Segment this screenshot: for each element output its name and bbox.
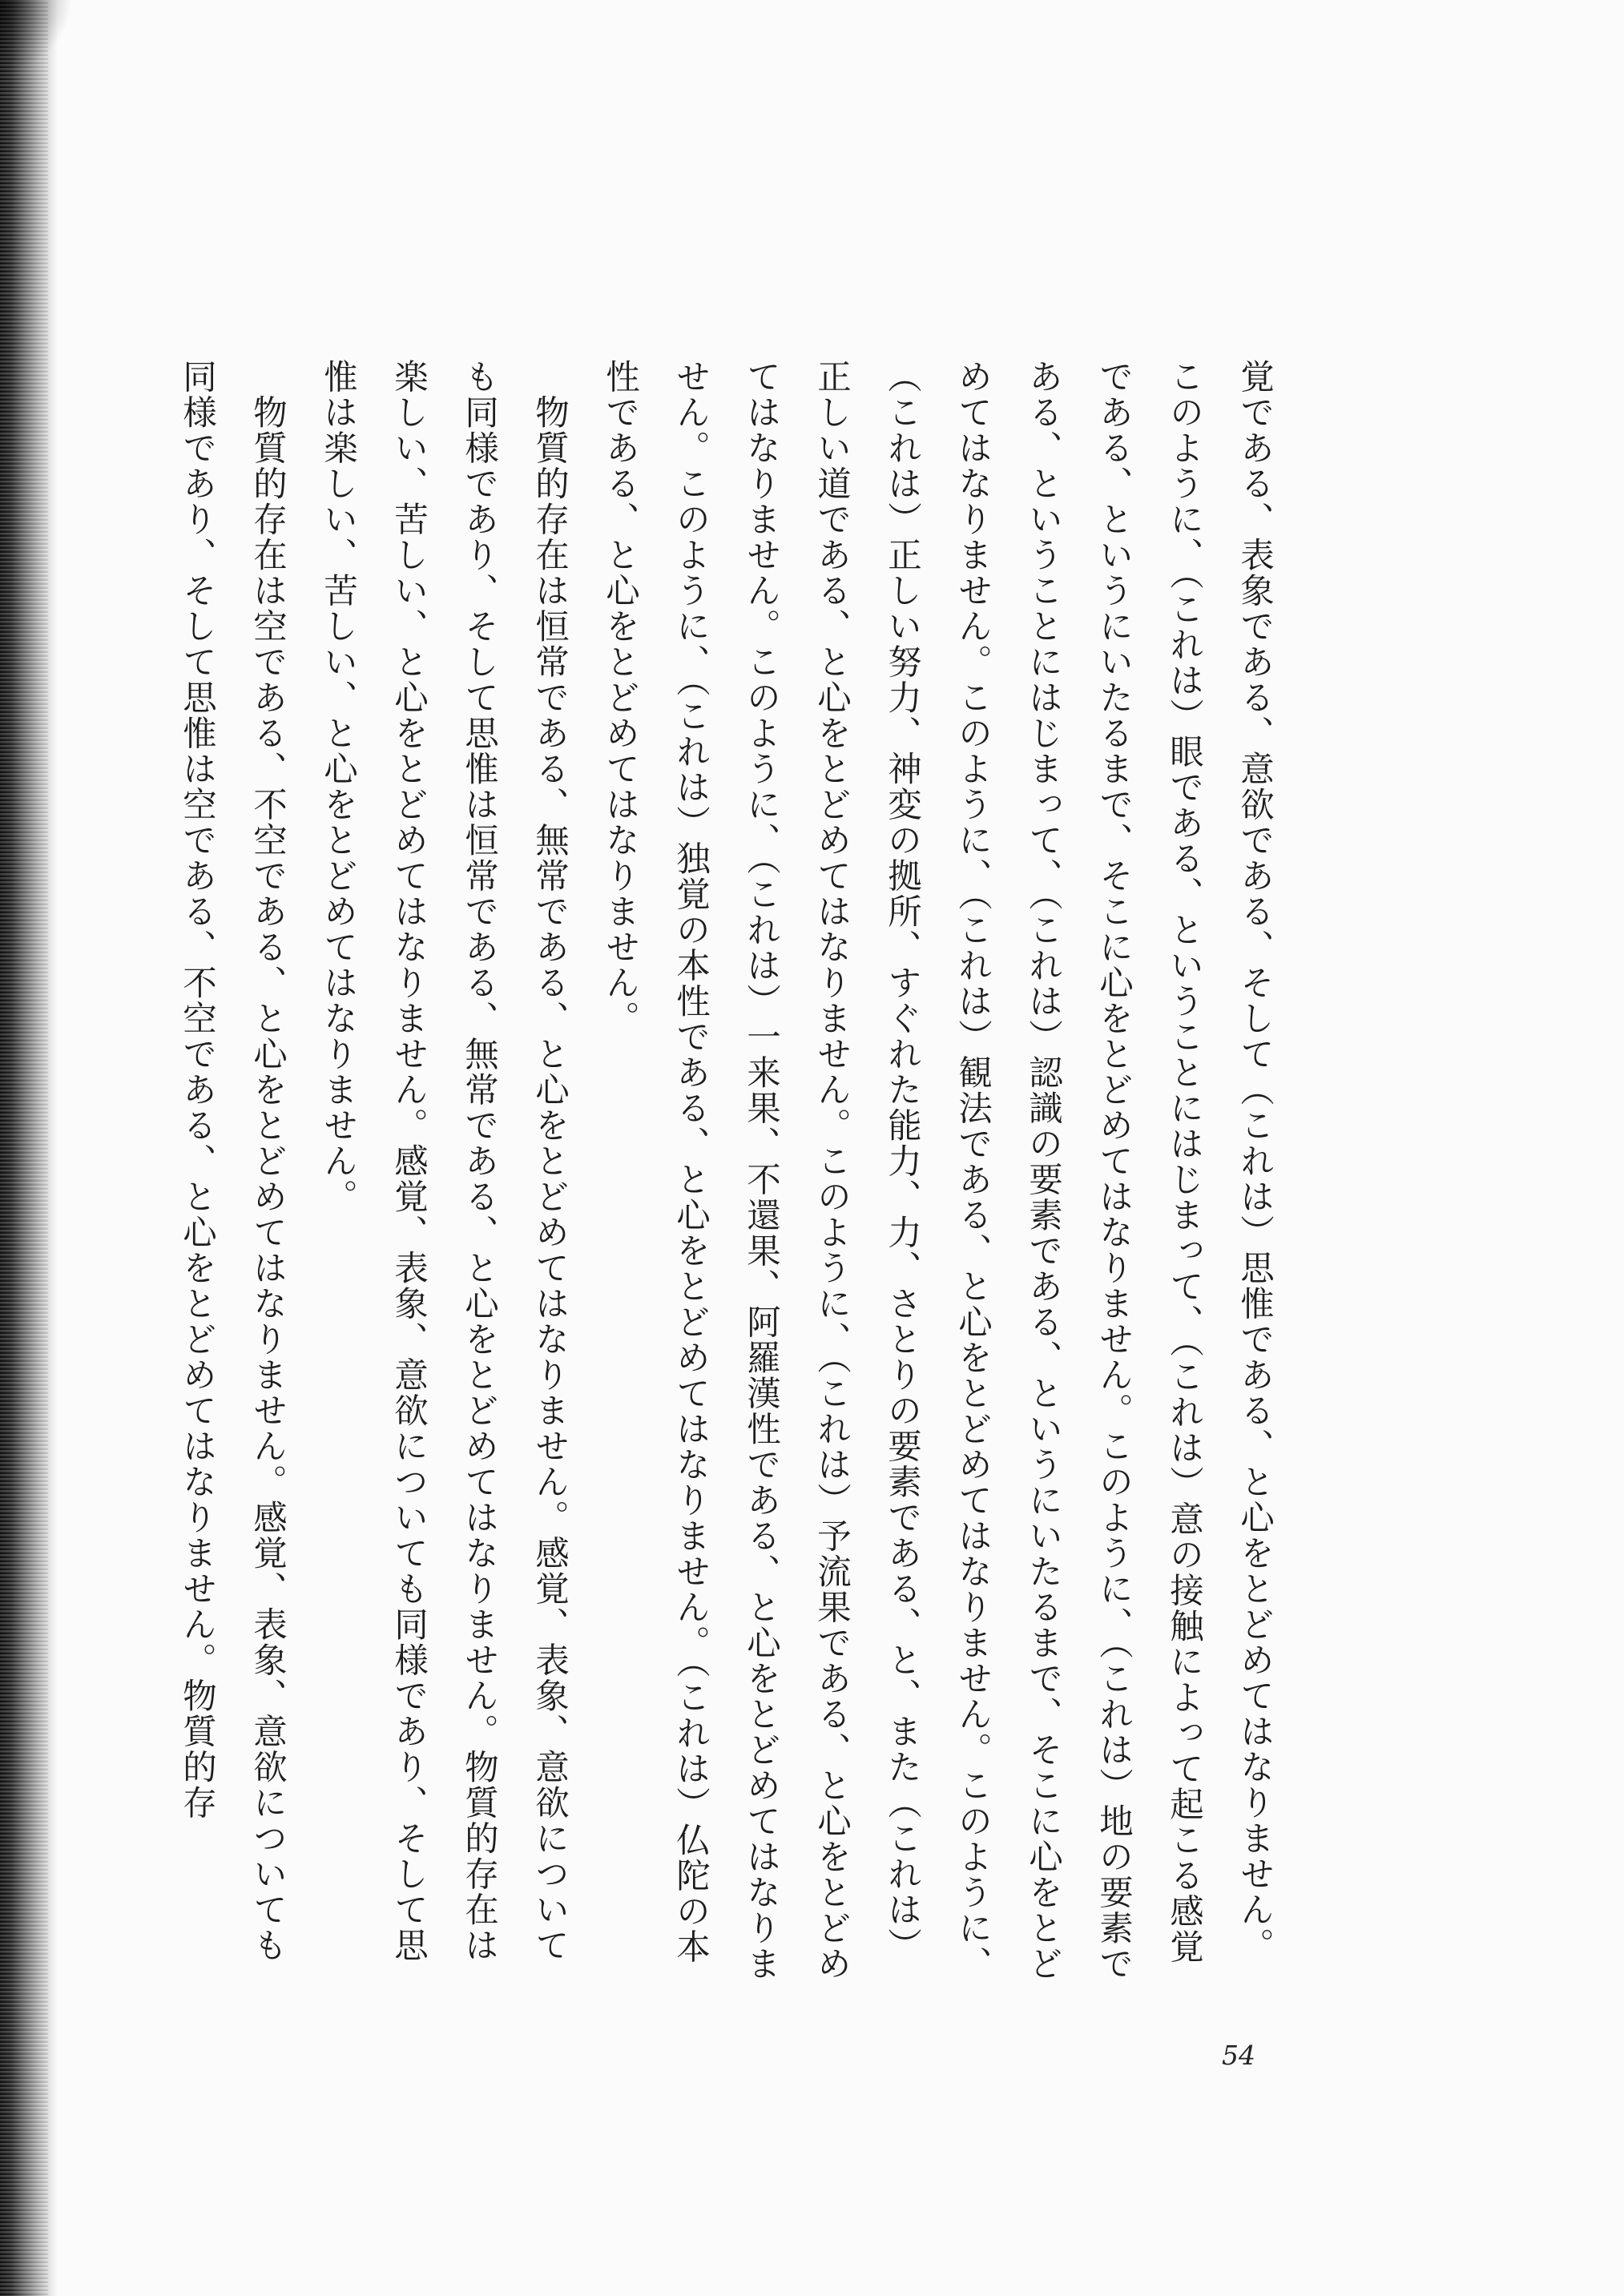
corner-shadow	[0, 0, 72, 72]
page-number: 54	[1222, 2040, 1255, 2071]
binding-texture	[0, 0, 48, 2296]
paragraph-1: 覚である、表象である、意欲である、そして（これは）思惟である、と心をとどめてはなりません。このように、（これは）眼である、ということにはじまって、（これは）意の接触によって起こる感覚である、というにいたるまで、そこに心をとどめてはなりません。このように、（これは）地の要素である、ということにはじまって、（これは）認識の要素である、というにいたるまで、そこに心をとどめてはなりません。このように、（これは）観法である、と心をとどめてはなりません。このように、（これは）正しい努力、神変の拠所、すぐれた能力、力、さとりの要素である、と、また（これは）正しい道である、と心をとどめてはなりません。このように、（これは）予流果である、と心をとどめてはなりません。このように、（これは）一来果、不還果、阿羅漢性である、と心をとどめてはなりません。このように、（これは）独覚の本性である、と心をとどめてはなりません。（これは）仏陀の本性である、と心をとどめてはなりません。	[600, 359, 1274, 1982]
paragraph-2: 物質的存在は恒常である、無常である、と心をとどめてはなりません。感覚、表象、意欲についても同様であり、そして思惟は恒常である、無常である、と心をとどめてはなりません。物質的存在は楽しい、苦しい、と心をとどめてはなりません。感覚、表象、意欲についても同様であり、そして思惟は楽しい、苦しい、と心をとどめてはなりません。	[318, 359, 569, 1964]
vertical-text-body	[177, 359, 1289, 1985]
paragraph-3: 物質的存在は空である、不空である、と心をとどめてはなりません。感覚、表象、意欲についても同様であり、そして思惟は空である、不空である、と心をとどめてはなりません。物質的存	[177, 359, 287, 1964]
